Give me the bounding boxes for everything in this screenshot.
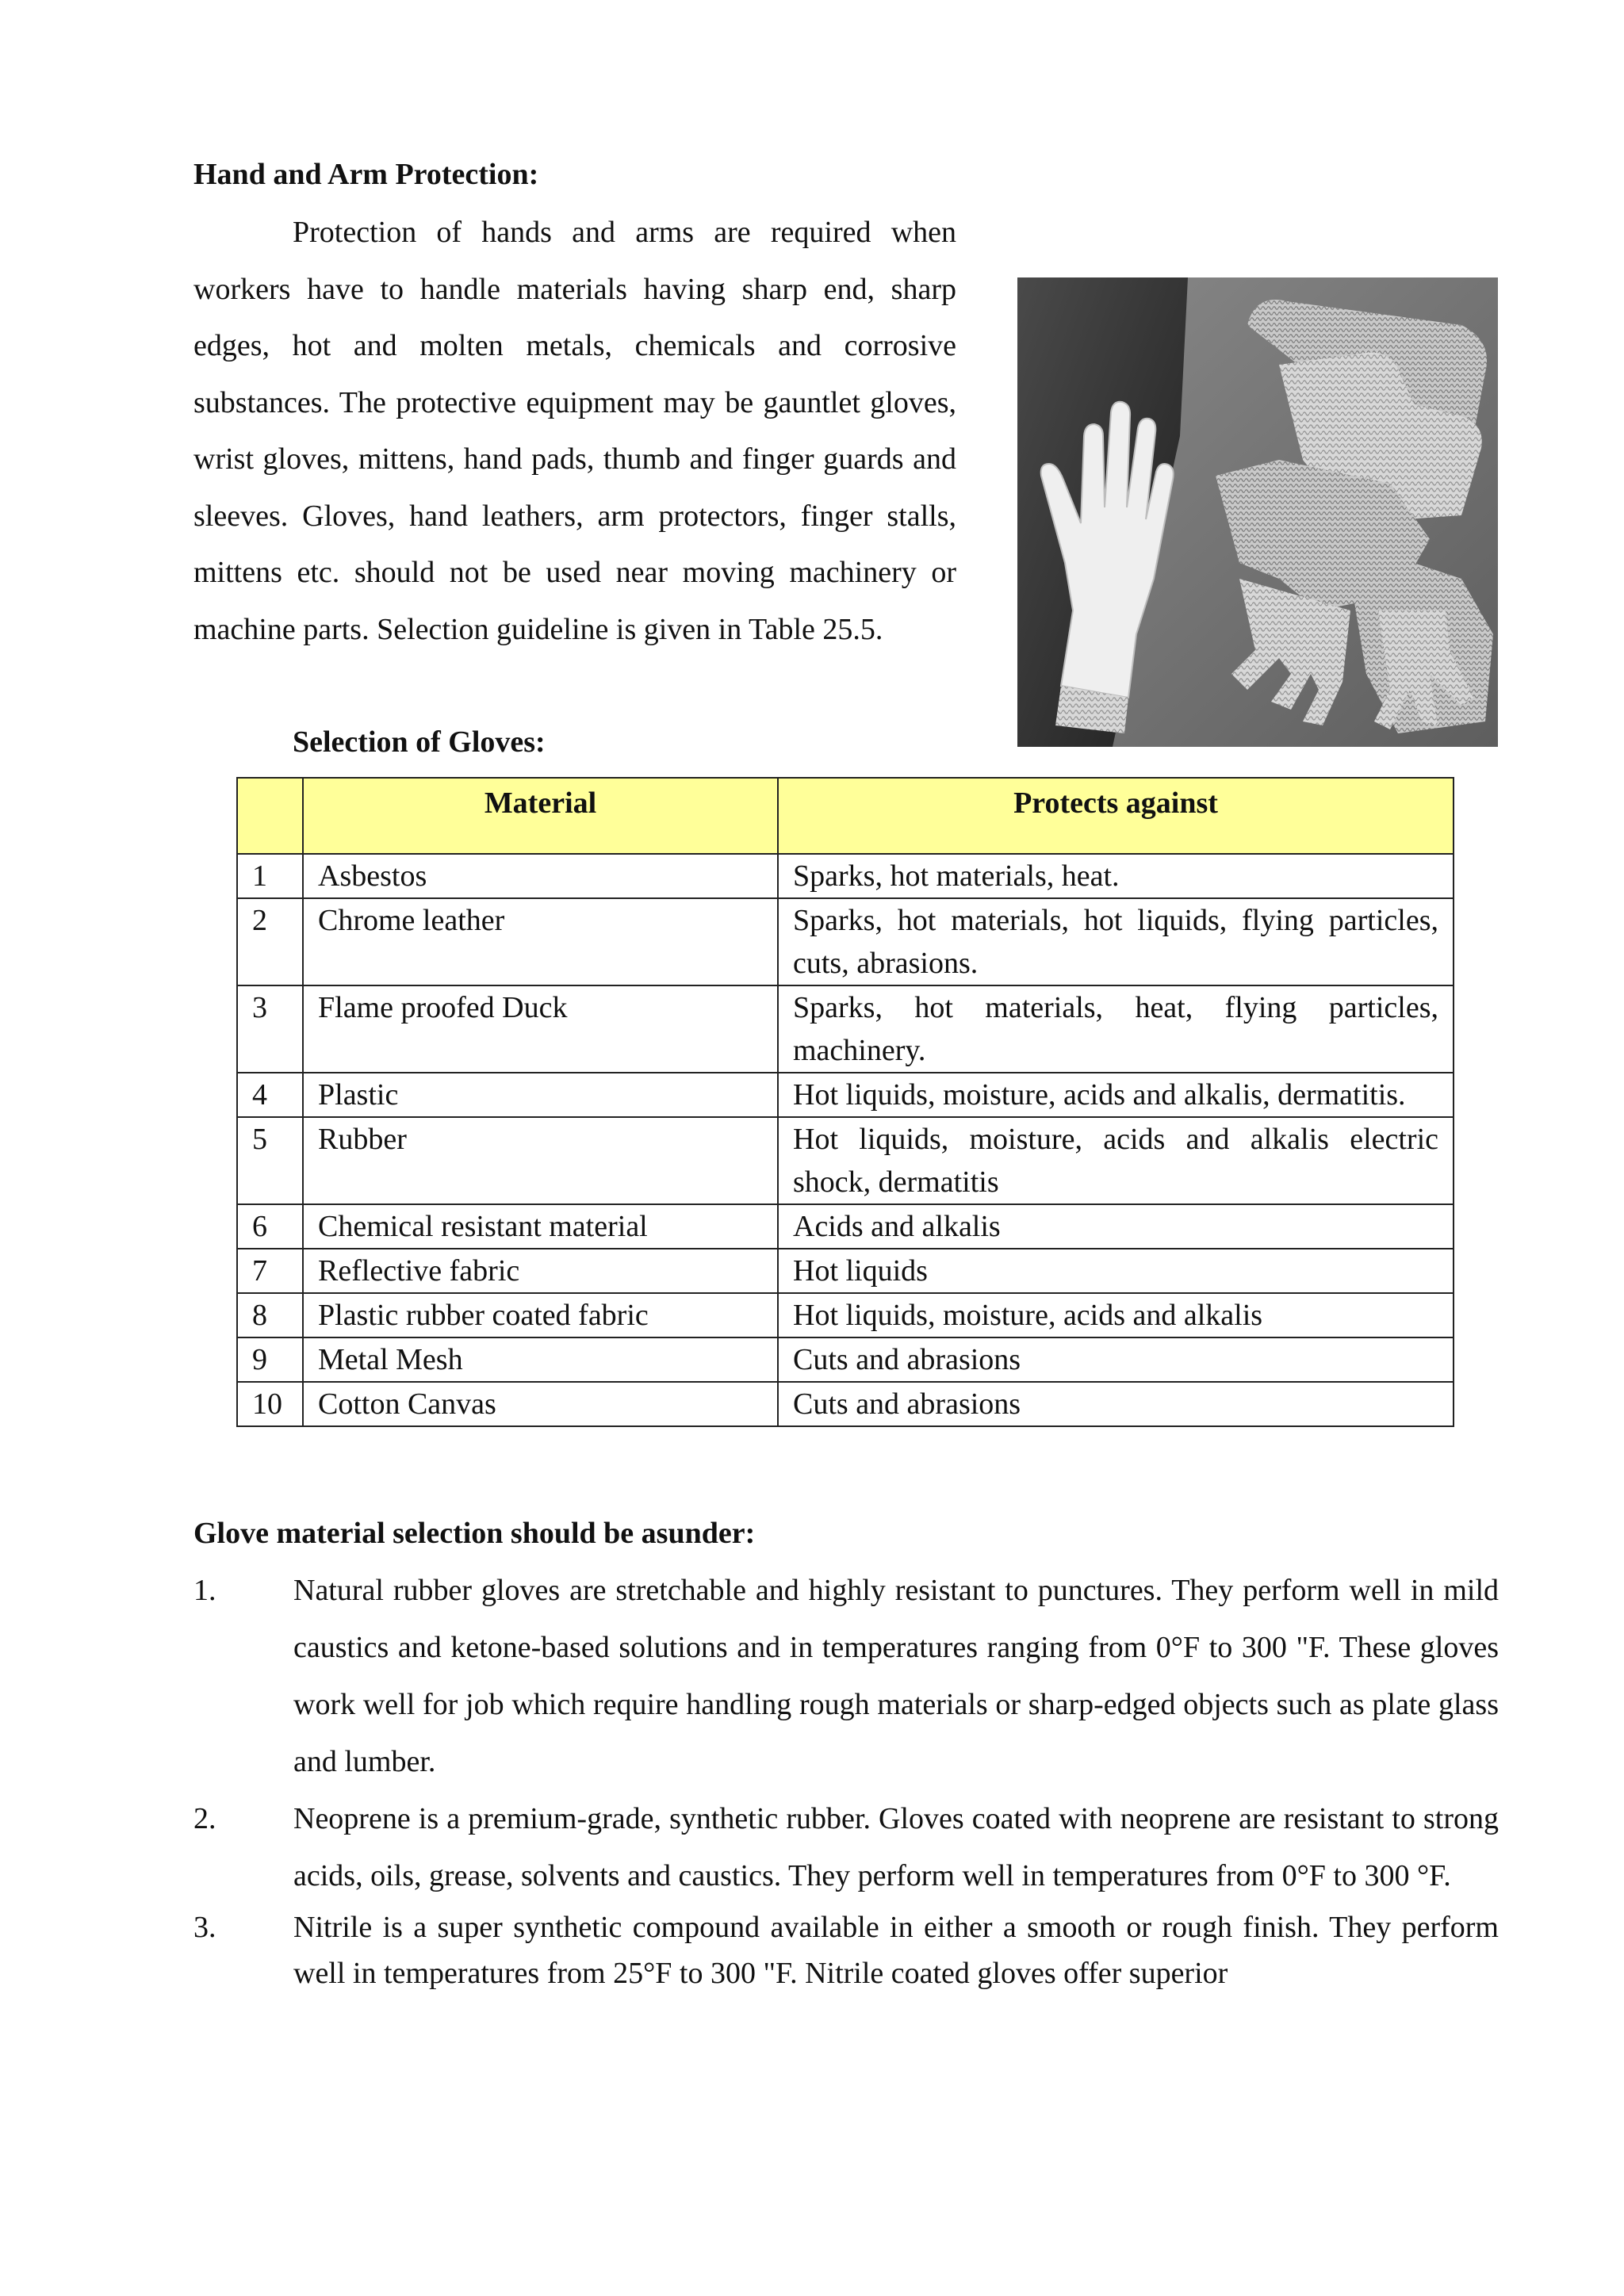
row-protects: Hot liquids, moisture, acids and alkalis <box>778 1293 1454 1337</box>
row-number: 4 <box>237 1073 303 1117</box>
selection-list <box>193 1562 1499 1996</box>
list-item <box>193 1904 1499 1996</box>
list-item-text: Nitrile is a super synthetic compound available in either a smooth or rough finish. They perform well in temperatures from 25°F to 300 "F. Nitrile coated gloves offer superior <box>293 1911 1499 1990</box>
header-material: Material <box>303 778 778 854</box>
intro-paragraph: Protection of hands and arms are required when workers have to handle materials having sharp end, sharp edges, hot and molten metals, chemicals and corrosive substances. The protective equipment may be gauntlet gloves, wrist gloves, mittens, hand pads, thumb and finger guards and sleeves. Gloves, hand leathers, arm protectors, finger stalls, mittens etc. should not be used near moving machinery or machine parts. Selection guideline is given in Table 25.5. <box>193 216 956 646</box>
row-material: Reflective fabric <box>303 1249 778 1293</box>
table-row <box>237 1249 1454 1293</box>
list-item-number: 2. <box>193 1802 216 1835</box>
row-protects: Sparks, hot materials, heat. <box>778 854 1454 898</box>
table-row <box>237 985 1454 1073</box>
row-number: 6 <box>237 1204 303 1249</box>
row-material: Plastic rubber coated fabric <box>303 1293 778 1337</box>
header-protects: Protects against <box>778 778 1454 854</box>
row-protects: Hot liquids, moisture, acids and alkalis, dermatitis. <box>778 1073 1454 1117</box>
row-number: 3 <box>237 985 303 1073</box>
table-row <box>237 1293 1454 1337</box>
table-row <box>237 854 1454 898</box>
list-item-text: Neoprene is a premium-grade, synthetic rubber. Gloves coated with neoprene are resistant to strong acids, oils, grease, solvents and caustics. They perform well in temperatures from 0°F to 300 °F. <box>293 1802 1499 1892</box>
row-protects: Cuts and abrasions <box>778 1337 1454 1382</box>
row-number: 7 <box>237 1249 303 1293</box>
row-number: 8 <box>237 1293 303 1337</box>
table-row <box>237 898 1454 985</box>
section-heading: Hand and Arm Protection: <box>193 158 539 191</box>
list-item <box>193 1790 1499 1904</box>
row-number: 1 <box>237 854 303 898</box>
gloves-table <box>236 777 1454 1427</box>
row-number: 2 <box>237 898 303 985</box>
table-row <box>237 1117 1454 1204</box>
row-material: Plastic <box>303 1073 778 1117</box>
row-material: Metal Mesh <box>303 1337 778 1382</box>
table-row <box>237 1204 1454 1249</box>
header-number <box>237 778 303 854</box>
row-material: Cotton Canvas <box>303 1382 778 1426</box>
table-row <box>237 1073 1454 1117</box>
row-protects: Hot liquids, moisture, acids and alkalis electric shock, dermatitis <box>778 1117 1454 1204</box>
row-protects: Cuts and abrasions <box>778 1382 1454 1426</box>
row-number: 5 <box>237 1117 303 1204</box>
row-protects: Sparks, hot materials, hot liquids, flying particles, cuts, abrasions. <box>778 898 1454 985</box>
row-number: 10 <box>237 1382 303 1426</box>
row-protects: Acids and alkalis <box>778 1204 1454 1249</box>
row-material: Chemical resistant material <box>303 1204 778 1249</box>
table-row <box>237 1382 1454 1426</box>
table-header-row <box>237 778 1454 854</box>
table-row <box>237 1337 1454 1382</box>
row-material: Asbestos <box>303 854 778 898</box>
row-protects: Sparks, hot materials, heat, flying particles, machinery. <box>778 985 1454 1073</box>
list-item-number: 3. <box>193 1911 216 1944</box>
list-item-number: 1. <box>193 1574 216 1607</box>
row-material: Flame proofed Duck <box>303 985 778 1073</box>
row-number: 9 <box>237 1337 303 1382</box>
list-item <box>193 1562 1499 1790</box>
table-caption: Selection of Gloves: <box>293 725 546 759</box>
gloves-photo <box>1017 277 1498 747</box>
row-protects: Hot liquids <box>778 1249 1454 1293</box>
selection-heading: Glove material selection should be asunder: <box>193 1517 756 1550</box>
row-material: Chrome leather <box>303 898 778 985</box>
list-item-text: Natural rubber gloves are stretchable and highly resistant to punctures. They perform well in mild caustics and ketone-based solutions and in temperatures ranging from 0°F to 300 "F. These gloves work well for job which require handling rough materials or sharp-edged objects such as plate glass and lumber. <box>293 1574 1499 1778</box>
row-material: Rubber <box>303 1117 778 1204</box>
